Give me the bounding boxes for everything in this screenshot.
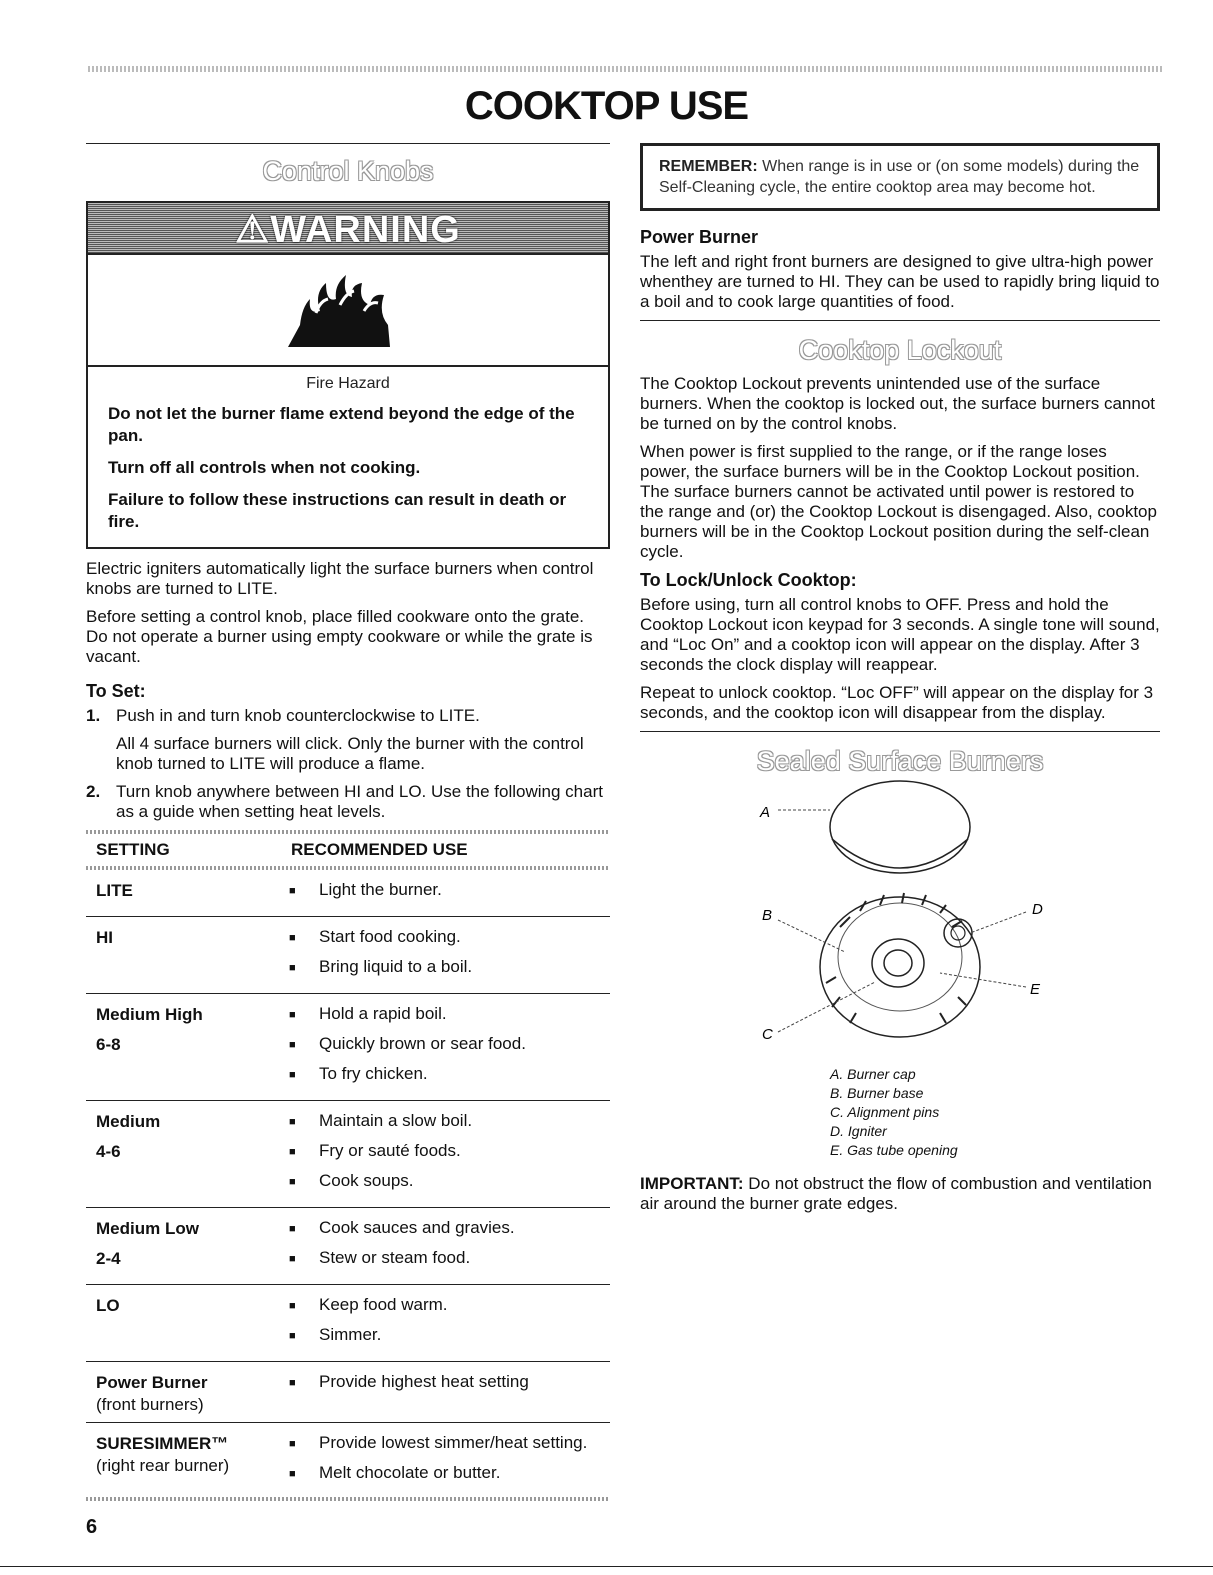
- warning-label: ⚠WARNING: [235, 209, 461, 251]
- setting-name: HI: [96, 928, 113, 947]
- table-header: [86, 834, 610, 866]
- setting-name: Medium High: [96, 1005, 203, 1024]
- setting-cell: [96, 880, 281, 910]
- setting-name: LO: [96, 1296, 120, 1315]
- paragraph: Before using, turn all control knobs to OFF. Press and hold the Cooktop Lockout icon keypad for 3 seconds. A single tone will sound, and “Loc On” and a cooktop icon will appear on the display. After 3 seconds the clock display will reappear.: [640, 595, 1160, 674]
- use-item: ■ Start food cooking.: [281, 927, 610, 947]
- setting-name: LITE: [96, 881, 133, 900]
- table-rows: [86, 870, 610, 1499]
- sealed-burners-heading: Sealed Surface Burners: [756, 746, 1044, 776]
- paragraph: Before setting a control knob, place filled cookware onto the grate. Do not operate a burner using empty cookware or while the grate is vacant.: [86, 607, 593, 666]
- to-set-heading: To Set:: [86, 681, 146, 701]
- cooktop-lockout-heading: Cooktop Lockout: [798, 335, 1002, 365]
- remember-text: When range is in use or (on some models) during the Self-Cleaning cycle, the entire cooktop area may become hot.: [659, 158, 1140, 196]
- setting-cell: [96, 927, 281, 987]
- label-b: B: [762, 907, 773, 924]
- setting-sub: (front burners): [96, 1395, 204, 1414]
- use-list: [281, 1111, 610, 1201]
- label-e: E: [1030, 981, 1041, 998]
- use-item: ■ Light the burner.: [281, 880, 610, 900]
- setting-range: 6-8: [96, 1035, 121, 1054]
- use-item: ■ Cook sauces and gravies.: [281, 1218, 610, 1238]
- use-list: [281, 1004, 610, 1094]
- setting-cell: [96, 1433, 281, 1493]
- use-list: [281, 1372, 610, 1416]
- label-a: A: [760, 804, 771, 821]
- section-rule: [640, 320, 1160, 321]
- section-rule: [640, 731, 1160, 732]
- use-item: ■ Bring liquid to a boil.: [281, 957, 610, 977]
- step-number: 1.: [86, 706, 101, 725]
- caption: E. Gas tube opening: [830, 1142, 958, 1158]
- setting-range: 4-6: [96, 1142, 121, 1161]
- caption: A. Burner cap: [830, 1066, 916, 1082]
- remember-box: [640, 143, 1160, 211]
- setting-range: 2-4: [96, 1249, 121, 1268]
- warning-line: Do not let the burner flame extend beyond the edge of the pan.: [108, 404, 575, 445]
- table-row: [86, 1362, 610, 1423]
- setting-cell: [96, 1004, 281, 1094]
- setting-cell: [96, 1372, 281, 1416]
- setting-name: SURESIMMER™: [96, 1434, 229, 1453]
- table-row: [86, 1101, 610, 1208]
- paragraph: Electric igniters automatically light the surface burners when control knobs are turned to LITE.: [86, 559, 594, 598]
- use-item: ■ Hold a rapid boil.: [281, 1004, 610, 1024]
- paragraph: The Cooktop Lockout prevents unintended use of the surface burners. When the cooktop is locked out, the surface burners cannot be turned on by the control knobs.: [640, 374, 1156, 433]
- use-list: [281, 1433, 610, 1493]
- caption: B. Burner base: [830, 1085, 924, 1101]
- use-item: ■ Provide highest heat setting: [281, 1372, 610, 1392]
- use-list: [281, 1295, 610, 1355]
- table-bottom-rule: [86, 1497, 610, 1501]
- important-label: IMPORTANT:: [640, 1174, 744, 1193]
- diagram-captions: [640, 1065, 1160, 1160]
- table-row: [86, 1285, 610, 1362]
- warning-body: [88, 367, 608, 547]
- important-text: Do not obstruct the flow of combustion and ventilation air around the burner grate edges.: [640, 1174, 1152, 1213]
- power-burner-heading: Power Burner: [640, 227, 759, 247]
- use-item: ■ Cook soups.: [281, 1171, 610, 1191]
- table-row: [86, 1423, 610, 1499]
- setting-sub: (right rear burner): [96, 1456, 230, 1475]
- page-number: 6: [86, 1516, 98, 1538]
- header-use: RECOMMENDED USE: [291, 840, 468, 859]
- table-row: [86, 994, 610, 1101]
- use-item: ■ Melt chocolate or butter.: [281, 1463, 610, 1483]
- setting-name: Medium: [96, 1112, 161, 1131]
- use-item: ■ Simmer.: [281, 1325, 610, 1345]
- paragraph: When power is first supplied to the range, or if the range loses power, the surface burners will be in the Cooktop Lockout position. The surface burners cannot be activated until power is restored to the range and (or) the Cooktop Lockout is disengaged. Also, cooktop burners will be in the Cooktop Lockout position during the self-clean cycle.: [640, 442, 1157, 561]
- warning-box: [86, 201, 610, 549]
- table-row: [86, 917, 610, 994]
- warning-line: Failure to follow these instructions can result in death or fire.: [108, 490, 567, 531]
- step-text: Push in and turn knob counterclockwise to LITE.: [116, 706, 480, 725]
- step-number: 2.: [86, 782, 101, 801]
- caption: D. Igniter: [830, 1123, 887, 1139]
- use-list: [281, 1218, 610, 1278]
- remember-label: REMEMBER:: [659, 158, 758, 175]
- label-d: D: [1032, 901, 1043, 918]
- caption: C. Alignment pins: [830, 1104, 940, 1120]
- bottom-rule: [0, 1566, 1213, 1567]
- setting-name: Medium Low: [96, 1219, 199, 1238]
- section-rule: [86, 143, 610, 144]
- use-item: ■ Provide lowest simmer/heat setting.: [281, 1433, 610, 1453]
- setting-cell: [96, 1111, 281, 1201]
- fire-hazard-icon: [88, 255, 608, 367]
- table-row: [86, 1208, 610, 1285]
- use-item: ■ To fry chicken.: [281, 1064, 610, 1084]
- left-column: [86, 143, 610, 1501]
- settings-table: [86, 830, 610, 1501]
- right-column: [640, 143, 1160, 1222]
- setting-cell: [96, 1218, 281, 1278]
- header-setting: SETTING: [96, 840, 170, 859]
- important-note: [640, 1174, 1160, 1214]
- lock-unlock-heading: To Lock/Unlock Cooktop:: [640, 570, 857, 590]
- use-item: ■ Stew or steam food.: [281, 1248, 610, 1268]
- use-item: ■ Fry or sauté foods.: [281, 1141, 610, 1161]
- page-title: COOKTOP USE: [464, 84, 749, 128]
- burner-diagram: [640, 777, 1160, 1057]
- top-dotted-rule: [88, 66, 1163, 72]
- step-item: [86, 706, 610, 774]
- power-burner-text: The left and right front burners are designed to give ultra-high power whenthey are turned to HI. They can be used to rapidly bring liquid to a boil and to cook large quantities of food.: [640, 252, 1160, 311]
- use-item: ■ Keep food warm.: [281, 1295, 610, 1315]
- use-list: [281, 927, 610, 987]
- table-row: [86, 870, 610, 917]
- label-c: C: [762, 1026, 773, 1043]
- use-item: ■ Quickly brown or sear food.: [281, 1034, 610, 1054]
- paragraph: Repeat to unlock cooktop. “Loc OFF” will appear on the display for 3 seconds, and the cooktop icon will disappear from the display.: [640, 683, 1154, 722]
- use-item: ■ Maintain a slow boil.: [281, 1111, 610, 1131]
- step-text: Turn knob anywhere between HI and LO. Use the following chart as a guide when setting heat levels.: [116, 782, 603, 821]
- control-knobs-heading: Control Knobs: [262, 156, 434, 186]
- warning-line: Turn off all controls when not cooking.: [108, 458, 421, 477]
- step-item: [86, 782, 610, 822]
- setting-cell: [96, 1295, 281, 1355]
- use-list: [281, 880, 610, 910]
- step-note: All 4 surface burners will click. Only the burner with the control knob turned to LITE will produce a flame.: [116, 734, 584, 773]
- hazard-title: Fire Hazard: [306, 375, 390, 392]
- steps-list: [86, 706, 610, 822]
- warning-header: [88, 203, 608, 255]
- setting-name: Power Burner: [96, 1373, 208, 1392]
